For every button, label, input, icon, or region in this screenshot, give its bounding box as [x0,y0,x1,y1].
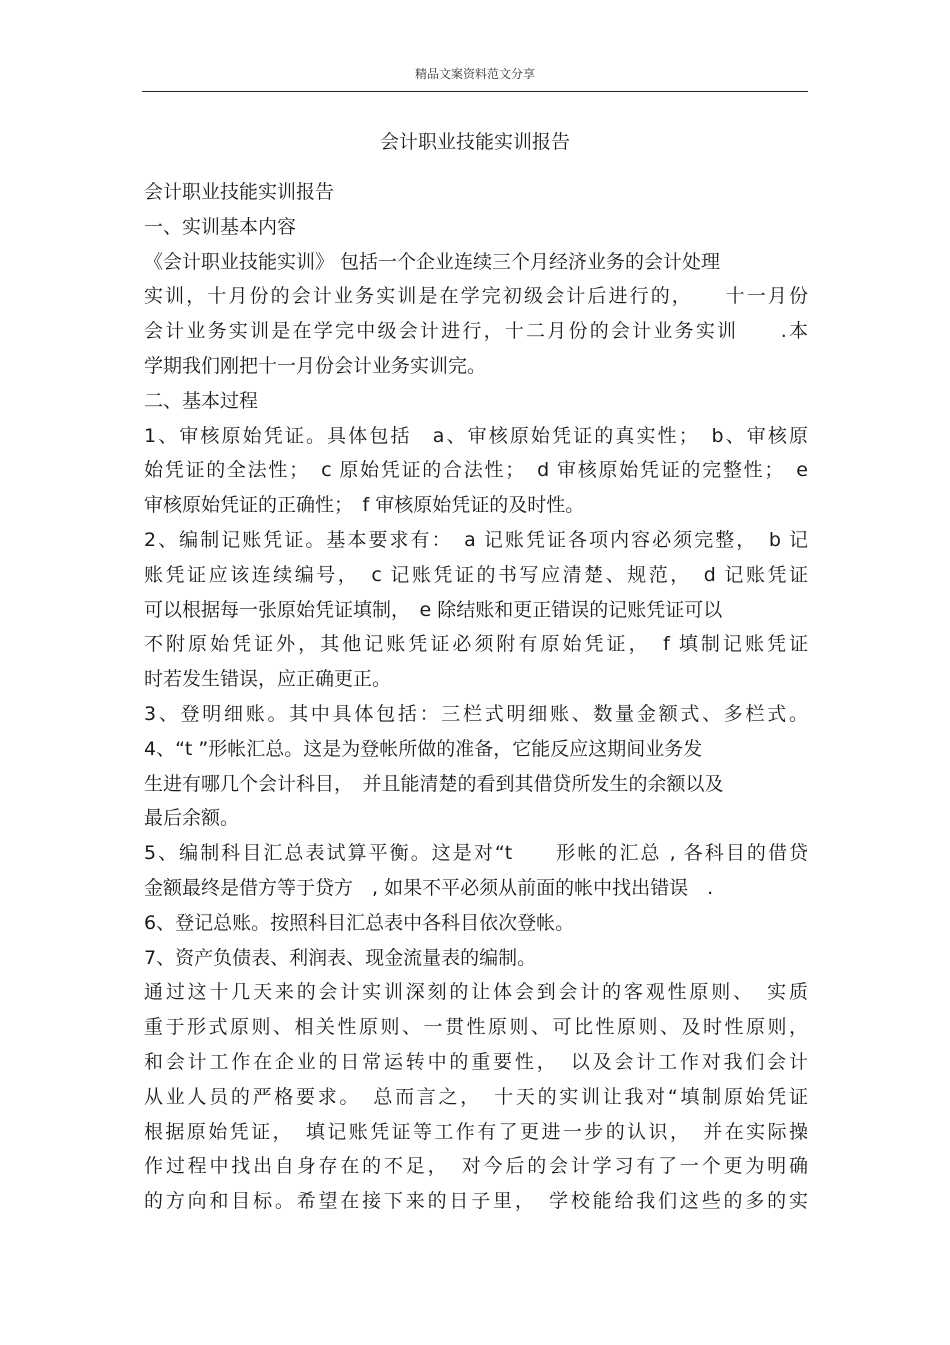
paragraph-line: 1、审核原始凭证。具体包括 a、审核原始凭证的真实性； b、审核原 [144,424,808,447]
paragraph-line: 审核原始凭证的正确性； f 审核原始凭证的及时性。 [144,494,585,517]
paragraph-line: 重于形式原则、相关性原则、一贯性原则、可比性原则、及时性原则， [144,1016,808,1039]
document-body [144,175,808,1219]
paragraph-line: 学期我们刚把十一月份会计业务实训完。 [144,354,487,377]
page-header-text: 精品文案资料范文分享 [414,67,535,81]
paragraph-line: 最后余额。 [144,807,240,830]
paragraph-line: 会计业务实训是在学完中级会计进行，十二月份的会计业务实训 .本 [144,320,808,343]
paragraph-line: 3、登明细账。其中具体包括：三栏式明细账、数量金额式、多栏式。 [144,702,808,725]
paragraph-line: 一、实训基本内容 [144,215,297,238]
paragraph-line: 4、“t ”形帐汇总。这是为登帐所做的准备，它能反应这期间业务发 [144,737,703,760]
paragraph-line: 通过这十几天来的会计实训深刻的让体会到会计的客观性原则、 实质 [144,981,808,1004]
paragraph-line: 从业人员的严格要求。 总而言之， 十天的实训让我对“填制原始凭证 [144,1085,808,1108]
paragraph-line: 5、编制科目汇总表试算平衡。这是对“t 形帐的汇总 , 各科目的借贷 [144,842,808,865]
document-title: 会计职业技能实训报告 [379,131,570,153]
paragraph-line: 7、资产负债表、利润表、现金流量表的编制。 [144,946,537,969]
paragraph-line: 生进有哪几个会计科目， 并且能清楚的看到其借贷所发生的余额以及 [144,772,724,795]
paragraph-line: 2、编制记账凭证。基本要求有： a 记账凭证各项内容必须完整， b 记 [144,528,808,551]
paragraph-line: 不附原始凭证外，其他记账凭证必须附有原始凭证， f 填制记账凭证 [144,633,808,656]
paragraph-line: 二、基本过程 [144,389,259,412]
paragraph-line: 金额最终是借方等于贷方 , 如果不平必须从前面的帐中找出错误 . [144,876,714,899]
paragraph-line: 时若发生错误，应正确更正。 [144,668,392,691]
paragraph-line: 根据原始凭证， 填记账凭证等工作有了更进一步的认识， 并在实际操 [144,1120,808,1143]
paragraph-line: 会计职业技能实训报告 [144,181,335,203]
paragraph-line: 账凭证应该连续编号， c 记账凭证的书写应清楚、规范， d 记账凭证 [144,563,808,586]
paragraph-line: 6、登记总账。按照科目汇总表中各科目依次登帐。 [144,911,575,934]
paragraph-line: 《会计职业技能实训》 包括一个企业连续三个月经济业务的会计处理 [144,250,721,273]
header-divider [142,91,808,92]
paragraph-line: 实训，十月份的会计业务实训是在学完初级会计后进行的， 十一月份 [144,285,808,308]
paragraph-line: 可以根据每一张原始凭证填制， e 除结账和更正错误的记账凭证可以 [144,598,723,621]
paragraph-line: 作过程中找出自身存在的不足， 对今后的会计学习有了一个更为明确 [144,1155,808,1178]
paragraph-line: 的方向和目标。希望在接下来的日子里， 学校能给我们这些的多的实 [144,1190,808,1213]
paragraph-line: 和会计工作在企业的日常运转中的重要性， 以及会计工作对我们会计 [144,1050,808,1073]
paragraph-line: 始凭证的全法性； c 原始凭证的合法性； d 审核原始凭证的完整性； e [144,459,808,482]
